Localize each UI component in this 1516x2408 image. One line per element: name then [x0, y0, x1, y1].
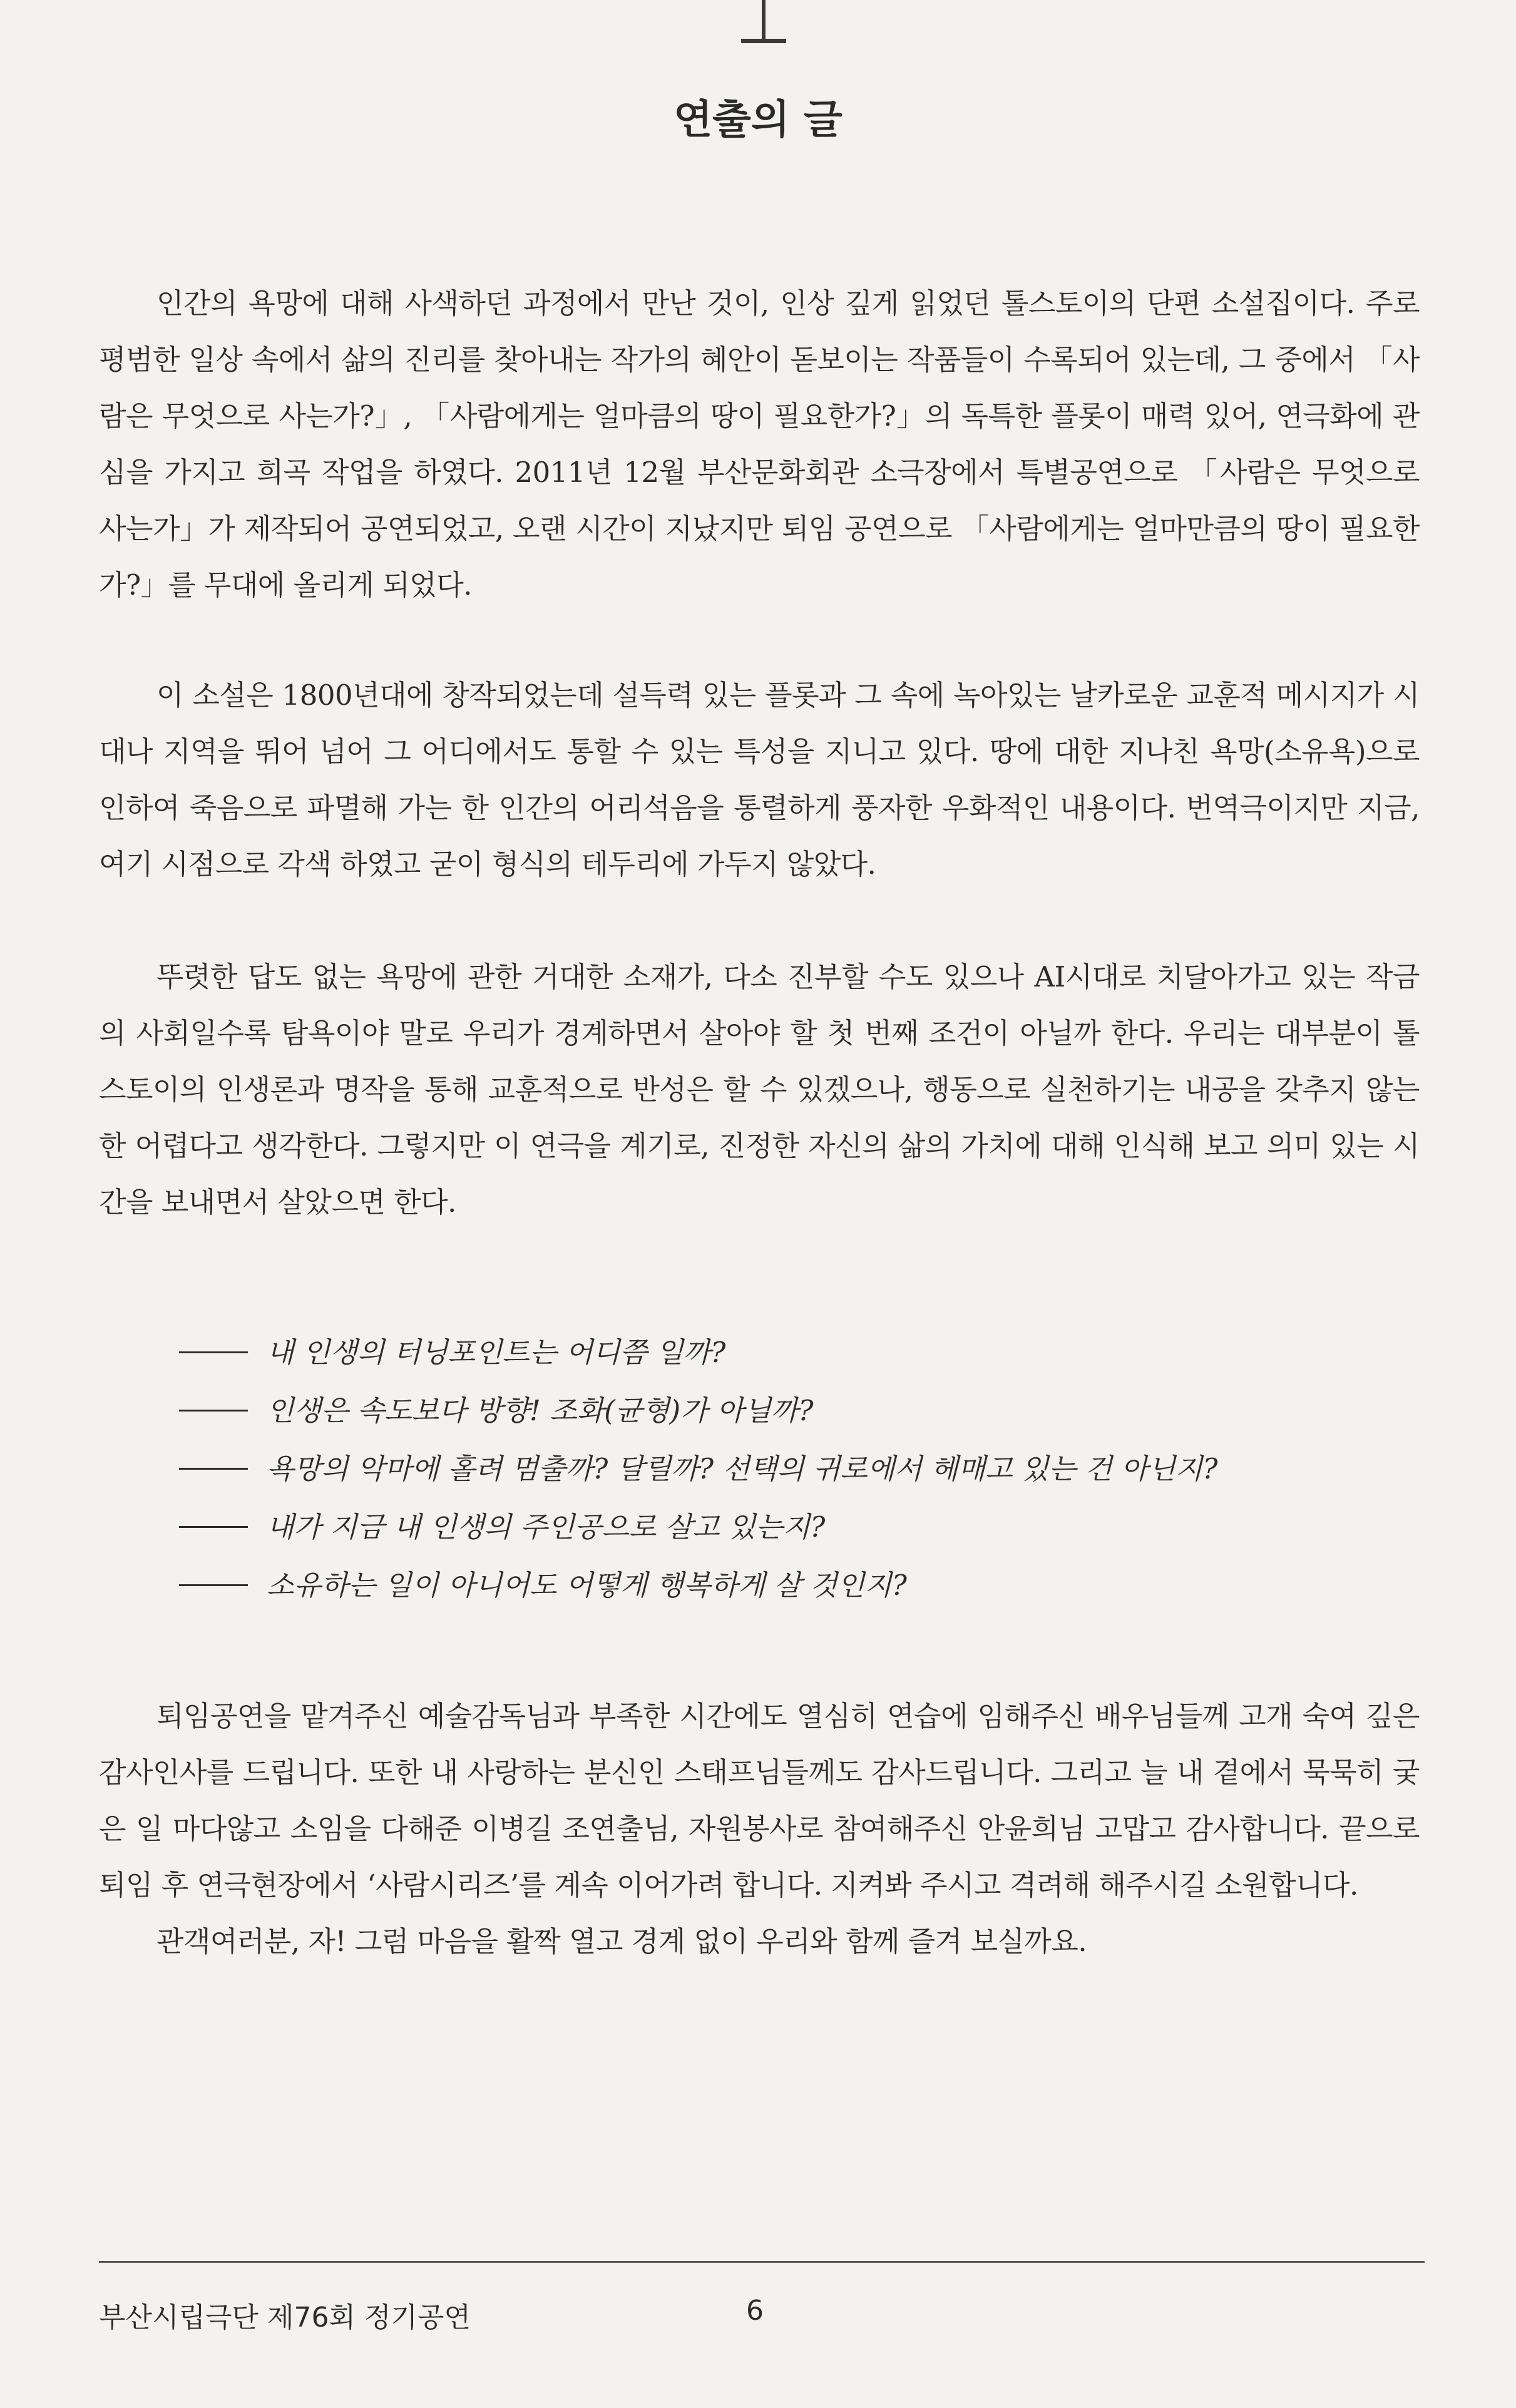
question-text: 욕망의 악마에 홀려 멈출까? 달릴까? 선택의 귀로에서 헤매고 있는 건 아닌지?: [267, 1452, 1218, 1485]
question-text: 소유하는 일이 아니어도 어떻게 행복하게 살 것인지?: [267, 1569, 907, 1602]
footer-divider: [99, 2261, 1425, 2263]
top-decoration-horizontal: [741, 39, 786, 43]
question-text: 내가 지금 내 인생의 주인공으로 살고 있는지?: [267, 1510, 826, 1544]
em-dash: [179, 1468, 248, 1470]
page-number: 6: [746, 2295, 764, 2327]
question-text: 내 인생의 터닝포인트는 어디쯤 일까?: [267, 1336, 726, 1369]
question-item: [179, 1381, 1420, 1440]
em-dash: [179, 1410, 248, 1411]
paragraph-theme: 뚜렷한 답도 없는 욕망에 관한 거대한 소재가, 다소 진부할 수도 있으나 AI시대로 치달아가고 있는 작금의 사회일수록 탐욕이야 말로 우리가 경계하면서 살아야 할 첫 번째 조건이 아닐까 한다. 우리는 대부분이 톨스토이의 인생론과 명작을 통해 교훈적으로 반성은 할 수 있겠으나, 행동으로 실천하기는 내공을 갖추지 않는 한 어렵다고 생각한다. 그렇지만 이 연극을 계기로, 진정한 자신의 삶의 가치에 대해 인식해 보고 의미 있는 시간을 보내면서 살았으면 한다.: [99, 960, 1420, 1219]
question-list: [99, 1323, 1420, 1614]
paragraph-thanks: 퇴임공연을 맡겨주신 예술감독님과 부족한 시간에도 열심히 연습에 임해주신 배우님들께 고개 숙여 깊은 감사인사를 드립니다. 또한 내 사랑하는 분신인 스태프님들께도 감사드립니다. 그리고 늘 내 곁에서 묵묵히 궂은 일 마다않고 소임을 다해준 이병길 조연출님, 자원봉사로 참여해주신 안윤희님 고맙고 감사합니다. 끝으로 퇴임 후 연극현장에서 ‘사람시리즈’를 계속 이어가려 합니다. 지켜봐 주시고 격려해 해주시길 소원합니다.: [99, 1699, 1420, 1902]
em-dash: [179, 1584, 248, 1586]
paragraph-invitation: 관객여러분, 자! 그럼 마음을 활짝 열고 경계 없이 우리와 함께 즐겨 보실까요.: [156, 1925, 1087, 1958]
footer-publication: 부산시립극단 제76회 정기공연: [99, 2302, 471, 2334]
top-decoration-vertical: [762, 0, 766, 39]
article-body: [99, 275, 1420, 1970]
question-item: [179, 1323, 1420, 1381]
question-item: [179, 1440, 1420, 1498]
paragraph-story: 이 소설은 1800년대에 창작되었는데 설득력 있는 플롯과 그 속에 녹아있는 날카로운 교훈적 메시지가 시대나 지역을 뛰어 넘어 그 어디에서도 통할 수 있는 특성을 지니고 있다. 땅에 대한 지나친 욕망(소유욕)으로 인하여 죽음으로 파멸해 가는 한 인간의 어리석음을 통렬하게 풍자한 우화적인 내용이다. 번역극이지만 지금, 여기 시점으로 각색 하였고 굳이 형식의 테두리에 가두지 않았다.: [99, 679, 1420, 881]
paragraph-intro: 인간의 욕망에 대해 사색하던 과정에서 만난 것이, 인상 깊게 읽었던 톨스토이의 단편 소설집이다. 주로 평범한 일상 속에서 삶의 진리를 찾아내는 작가의 혜안이 돋보이는 작품들이 수록되어 있는데, 그 중에서 「사람은 무엇으로 사는가?」, 「사람에게는 얼마큼의 땅이 필요한가?」의 독특한 플롯이 매력 있어, 연극화에 관심을 가지고 희곡 작업을 하였다. 2011년 12월 부산문화회관 소극장에서 특별공연으로 「사람은 무엇으로 사는가」가 제작되어 공연되었고, 오랜 시간이 지났지만 퇴임 공연으로 「사람에게는 얼마만큼의 땅이 필요한가?」를 무대에 올리게 되었다.: [99, 287, 1420, 602]
em-dash: [179, 1526, 248, 1528]
question-item: [179, 1556, 1420, 1614]
question-text: 인생은 속도보다 방향! 조화(균형)가 아닐까?: [267, 1394, 814, 1427]
page-title: 연출의 글: [673, 97, 843, 143]
question-item: [179, 1498, 1420, 1556]
em-dash: [179, 1351, 248, 1353]
